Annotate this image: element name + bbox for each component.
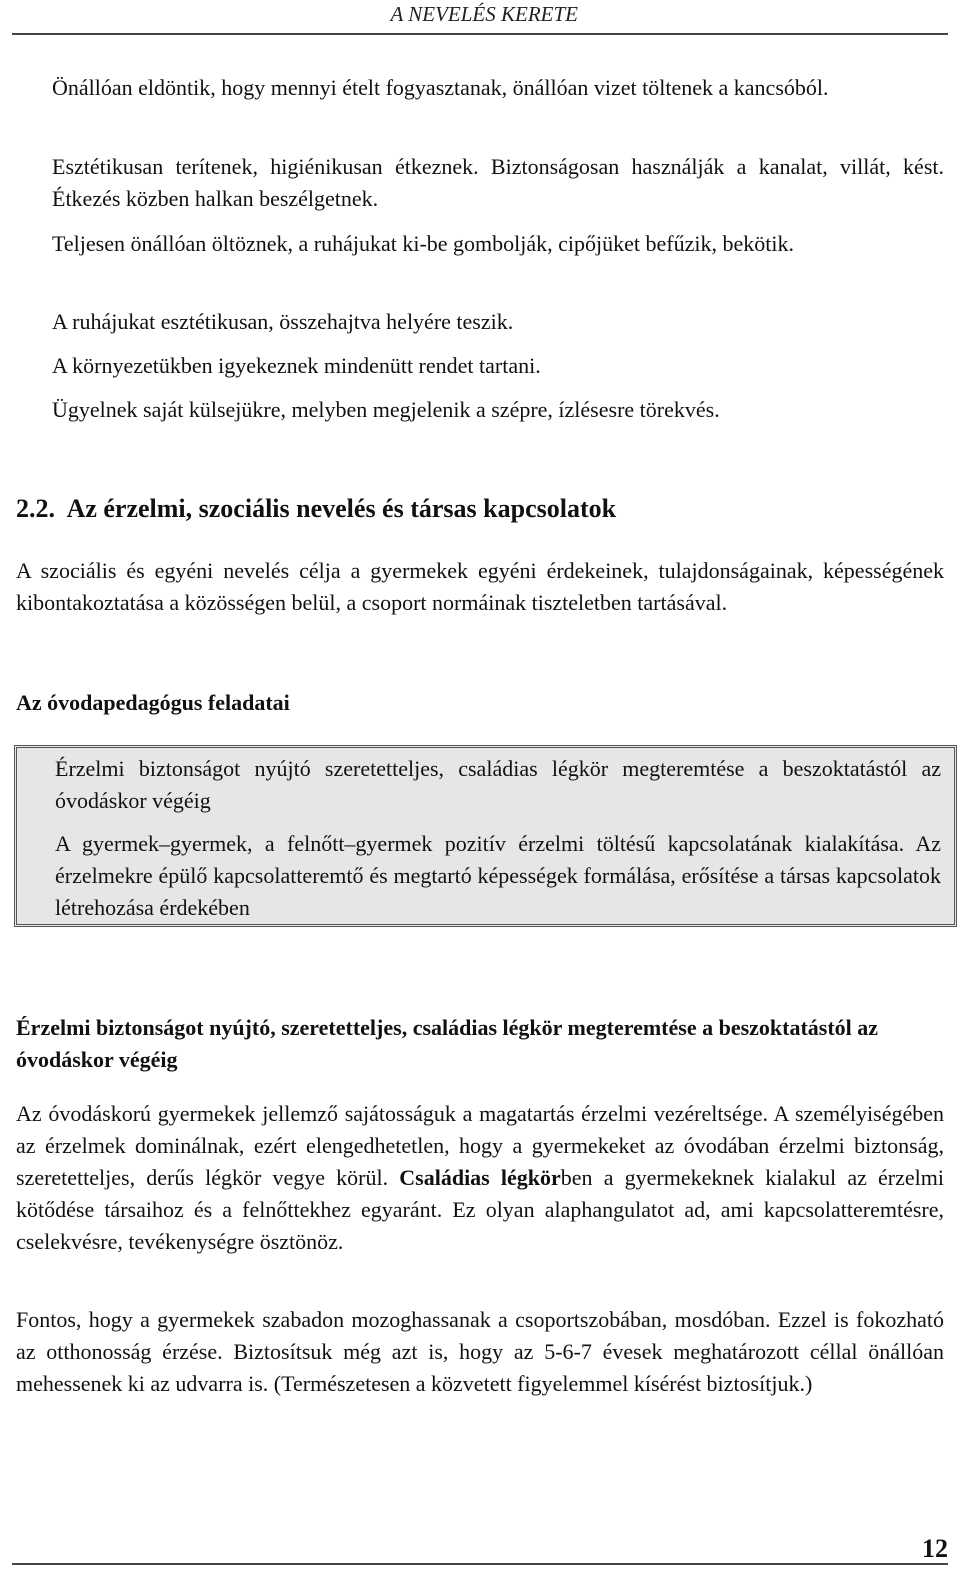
section-heading: 2.2. Az érzelmi, szociális nevelés és társas kapcsolatok	[16, 494, 617, 523]
emphasis-text: Családias légkör	[399, 1165, 561, 1190]
paragraph	[16, 1098, 944, 1258]
paragraph-text: Az óvodáskorú gyermekek jellemző sajátosságuk a magatartás érzelmi vezéreltsége. A személyiségében az érzelmek dominálnak, ezért elengedhetetlen, hogy a gyermekeket az óvodában érzelmi biztonság, szeretetteljes, derűs légkör vegye körül.	[16, 1101, 944, 1190]
list-item: A ruhájukat esztétikusan, összehajtva helyére teszik.	[52, 309, 514, 334]
page-header	[0, 0, 960, 34]
subsection-heading: Érzelmi biztonságot nyújtó, szeretetteljes, családias légkör megteremtése a beszoktatástól az óvodáskor végéig	[16, 1015, 879, 1072]
tasks-heading: Az óvodapedagógus feladatai	[16, 690, 290, 715]
paragraph: Fontos, hogy a gyermekek szabadon mozoghassanak a csoportszobában, mosdóban. Ezzel is fokozható az otthonosság érzése. Biztosítsuk még azt is, hogy az 5-6-7 évesek meghatározott céllal önállóan mehessenek ki az udvarra is. (Természetesen a közvetett figyelemmel kísérést biztosítjuk.)	[16, 1307, 944, 1396]
section-intro: A szociális és egyéni nevelés célja a gyermekek egyéni érdekeinek, tulajdonságainak, képességének kibontakoztatása a közösségen belül, a csoport normáinak tiszteletben tartásával.	[16, 558, 944, 615]
list-item: Ügyelnek saját külsejükre, melyben megjelenik a szépre, ízlésesre törekvés.	[52, 397, 720, 422]
list-item: Teljesen önállóan öltöznek, a ruhájukat ki-be gombolják, cipőjüket befűzik, bekötik.	[52, 231, 794, 256]
tasks-box	[14, 745, 957, 927]
footer-divider	[12, 1563, 948, 1565]
page-number: 12	[922, 1534, 948, 1563]
running-header-title: A NEVELÉS KERETE	[390, 2, 578, 26]
paragraph-text: ben a gyermekeknek kialakul az érzelmi kötődése társaihoz és a felnőttekhez egyaránt. Ez olyan alaphangulatot ad, ami kapcsolatteremtésre, cselekvésre, tevékenységre ösztönöz.	[16, 1165, 944, 1254]
list-item: Esztétikusan terítenek, higiénikusan étkeznek. Biztonságosan használják a kanalat, villát, kést. Étkezés közben halkan beszélgetnek.	[52, 154, 944, 211]
header-divider	[12, 33, 948, 35]
task-item: A gyermek–gyermek, a felnőtt–gyermek pozitív érzelmi töltésű kapcsolatának kialakítása. Az érzelmekre épülő kapcsolatteremtő és megtartó képességek formálása, erősítése a társas kapcsolatok létrehozása érdekében	[55, 831, 941, 920]
list-item: A környezetükben igyekeznek mindenütt rendet tartani.	[52, 353, 541, 378]
task-item: Érzelmi biztonságot nyújtó szeretetteljes, családias légkör megteremtése a beszoktatástól az óvodáskor végéig	[55, 756, 941, 813]
list-item: Önállóan eldöntik, hogy mennyi ételt fogyasztanak, önállóan vizet töltenek a kancsóból.	[52, 75, 829, 100]
